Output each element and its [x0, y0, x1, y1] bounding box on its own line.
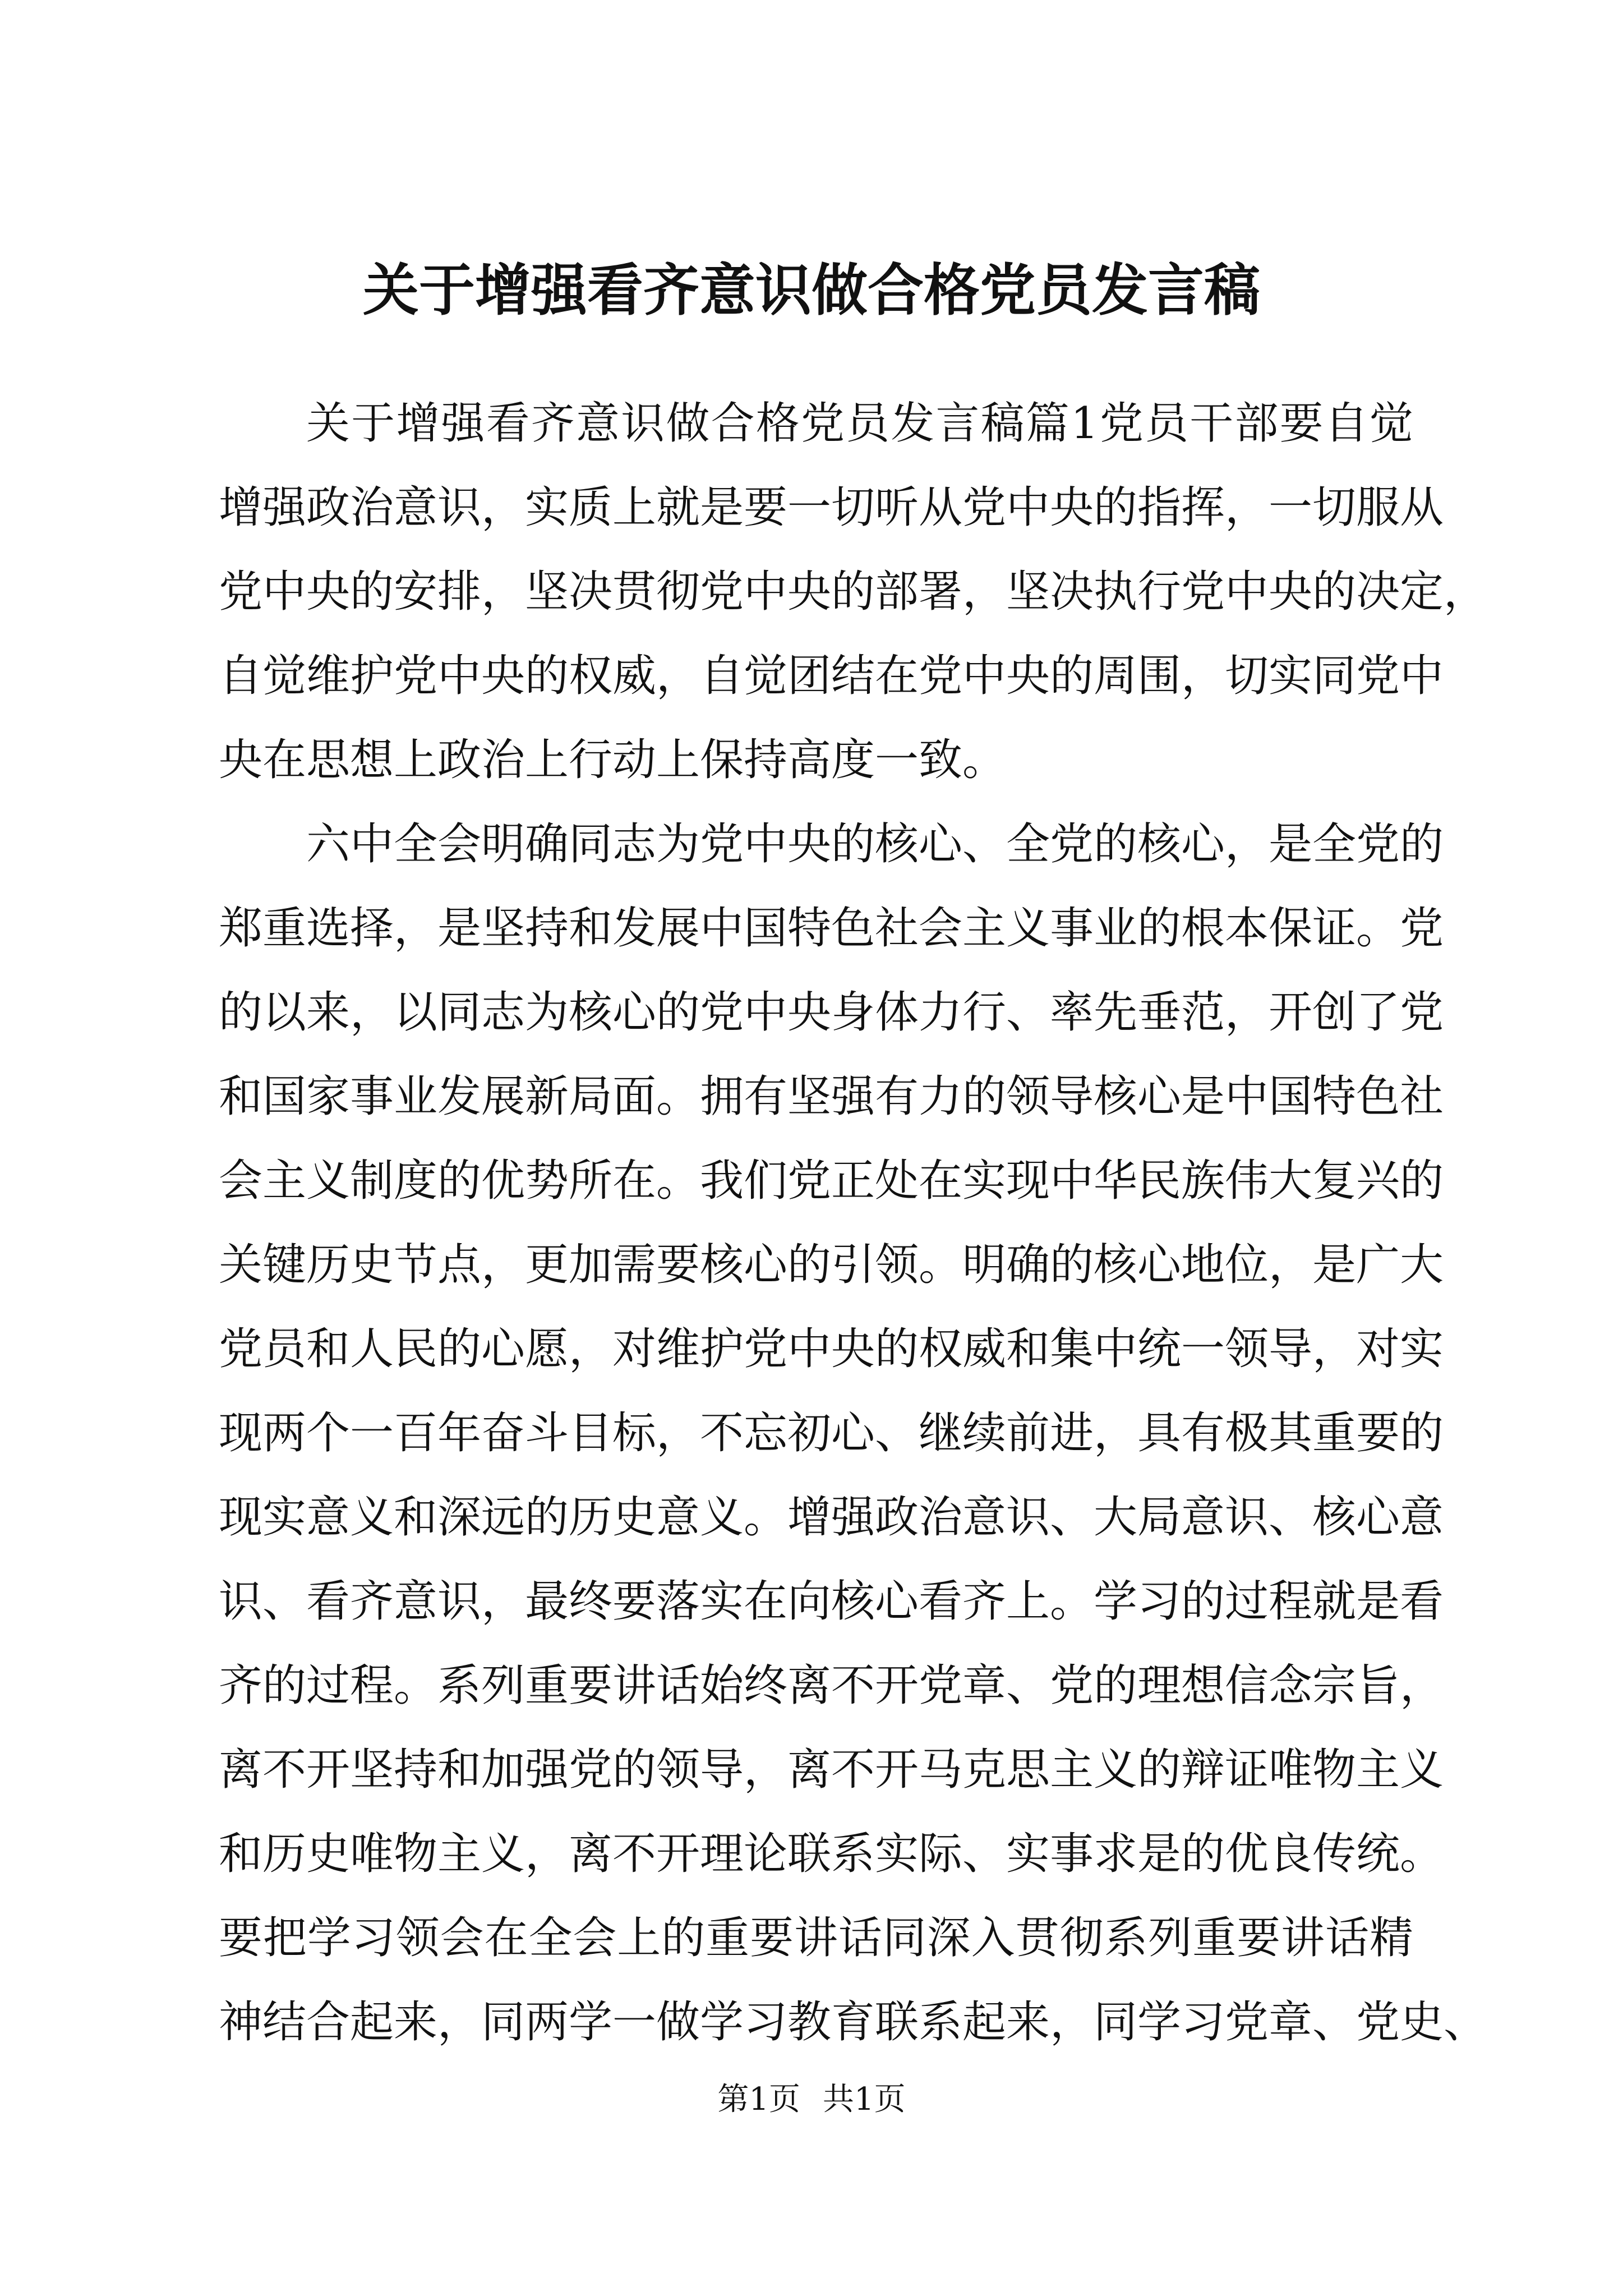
text-line: 识、看齐意识，最终要落实在向核心看齐上。学习的过程就是看	[219, 1576, 1444, 1627]
text-line: 和国家事业发展新局面。拥有坚强有力的领导核心是中国特色社	[219, 1071, 1444, 1122]
text-line: 党中央的安排，坚决贯彻党中央的部署，坚决执行党中央的决定，	[219, 567, 1488, 617]
document-body	[219, 381, 1488, 2064]
paragraph-1	[219, 381, 1488, 802]
paragraph-2	[219, 802, 1488, 2064]
page-footer	[0, 2080, 1623, 2119]
text-line: 齐的过程。系列重要讲话始终离不开党章、党的理想信念宗旨，	[219, 1660, 1444, 1711]
text-line: 自觉维护党中央的权威，自觉团结在党中央的周围，切实同党中	[219, 651, 1444, 701]
page-total: 共1页	[823, 2081, 906, 2118]
page-number: 第1页	[717, 2081, 800, 2118]
text-line: 关于增强看齐意识做合格党员发言稿篇1党员干部要自觉	[306, 398, 1413, 449]
text-line: 关键历史节点，更加需要核心的引领。明确的核心地位，是广大	[219, 1240, 1444, 1290]
document-title: 关于增强看齐意识做合格党员发言稿	[363, 257, 1260, 323]
text-line: 神结合起来，同两学一做学习教育联系起来，同学习党章、党史、	[219, 1997, 1488, 2047]
text-line: 现两个一百年奋斗目标，不忘初心、继续前进，具有极其重要的	[219, 1408, 1444, 1458]
text-line: 离不开坚持和加强党的领导，离不开马克思主义的辩证唯物主义	[219, 1745, 1444, 1795]
text-line: 会主义制度的优势所在。我们党正处在实现中华民族伟大复兴的	[219, 1156, 1444, 1206]
text-line: 要把学习领会在全会上的重要讲话同深入贯彻系列重要讲话精	[219, 1913, 1413, 1963]
text-line: 六中全会明确同志为党中央的核心、全党的核心，是全党的	[306, 819, 1444, 869]
text-line: 和历史唯物主义，离不开理论联系实际、实事求是的优良传统。	[219, 1829, 1444, 1879]
text-line: 增强政治意识，实质上就是要一切听从党中央的指挥，一切服从	[219, 482, 1444, 533]
text-line: 央在思想上政治上行动上保持高度一致。	[219, 735, 1007, 785]
text-line: 党员和人民的心愿，对维护党中央的权威和集中统一领导，对实	[219, 1324, 1444, 1374]
text-line: 现实意义和深远的历史意义。增强政治意识、大局意识、核心意	[219, 1492, 1444, 1543]
text-line: 郑重选择，是坚持和发展中国特色社会主义事业的根本保证。党	[219, 903, 1444, 954]
text-line: 的以来，以同志为核心的党中央身体力行、率先垂范，开创了党	[219, 987, 1444, 1038]
